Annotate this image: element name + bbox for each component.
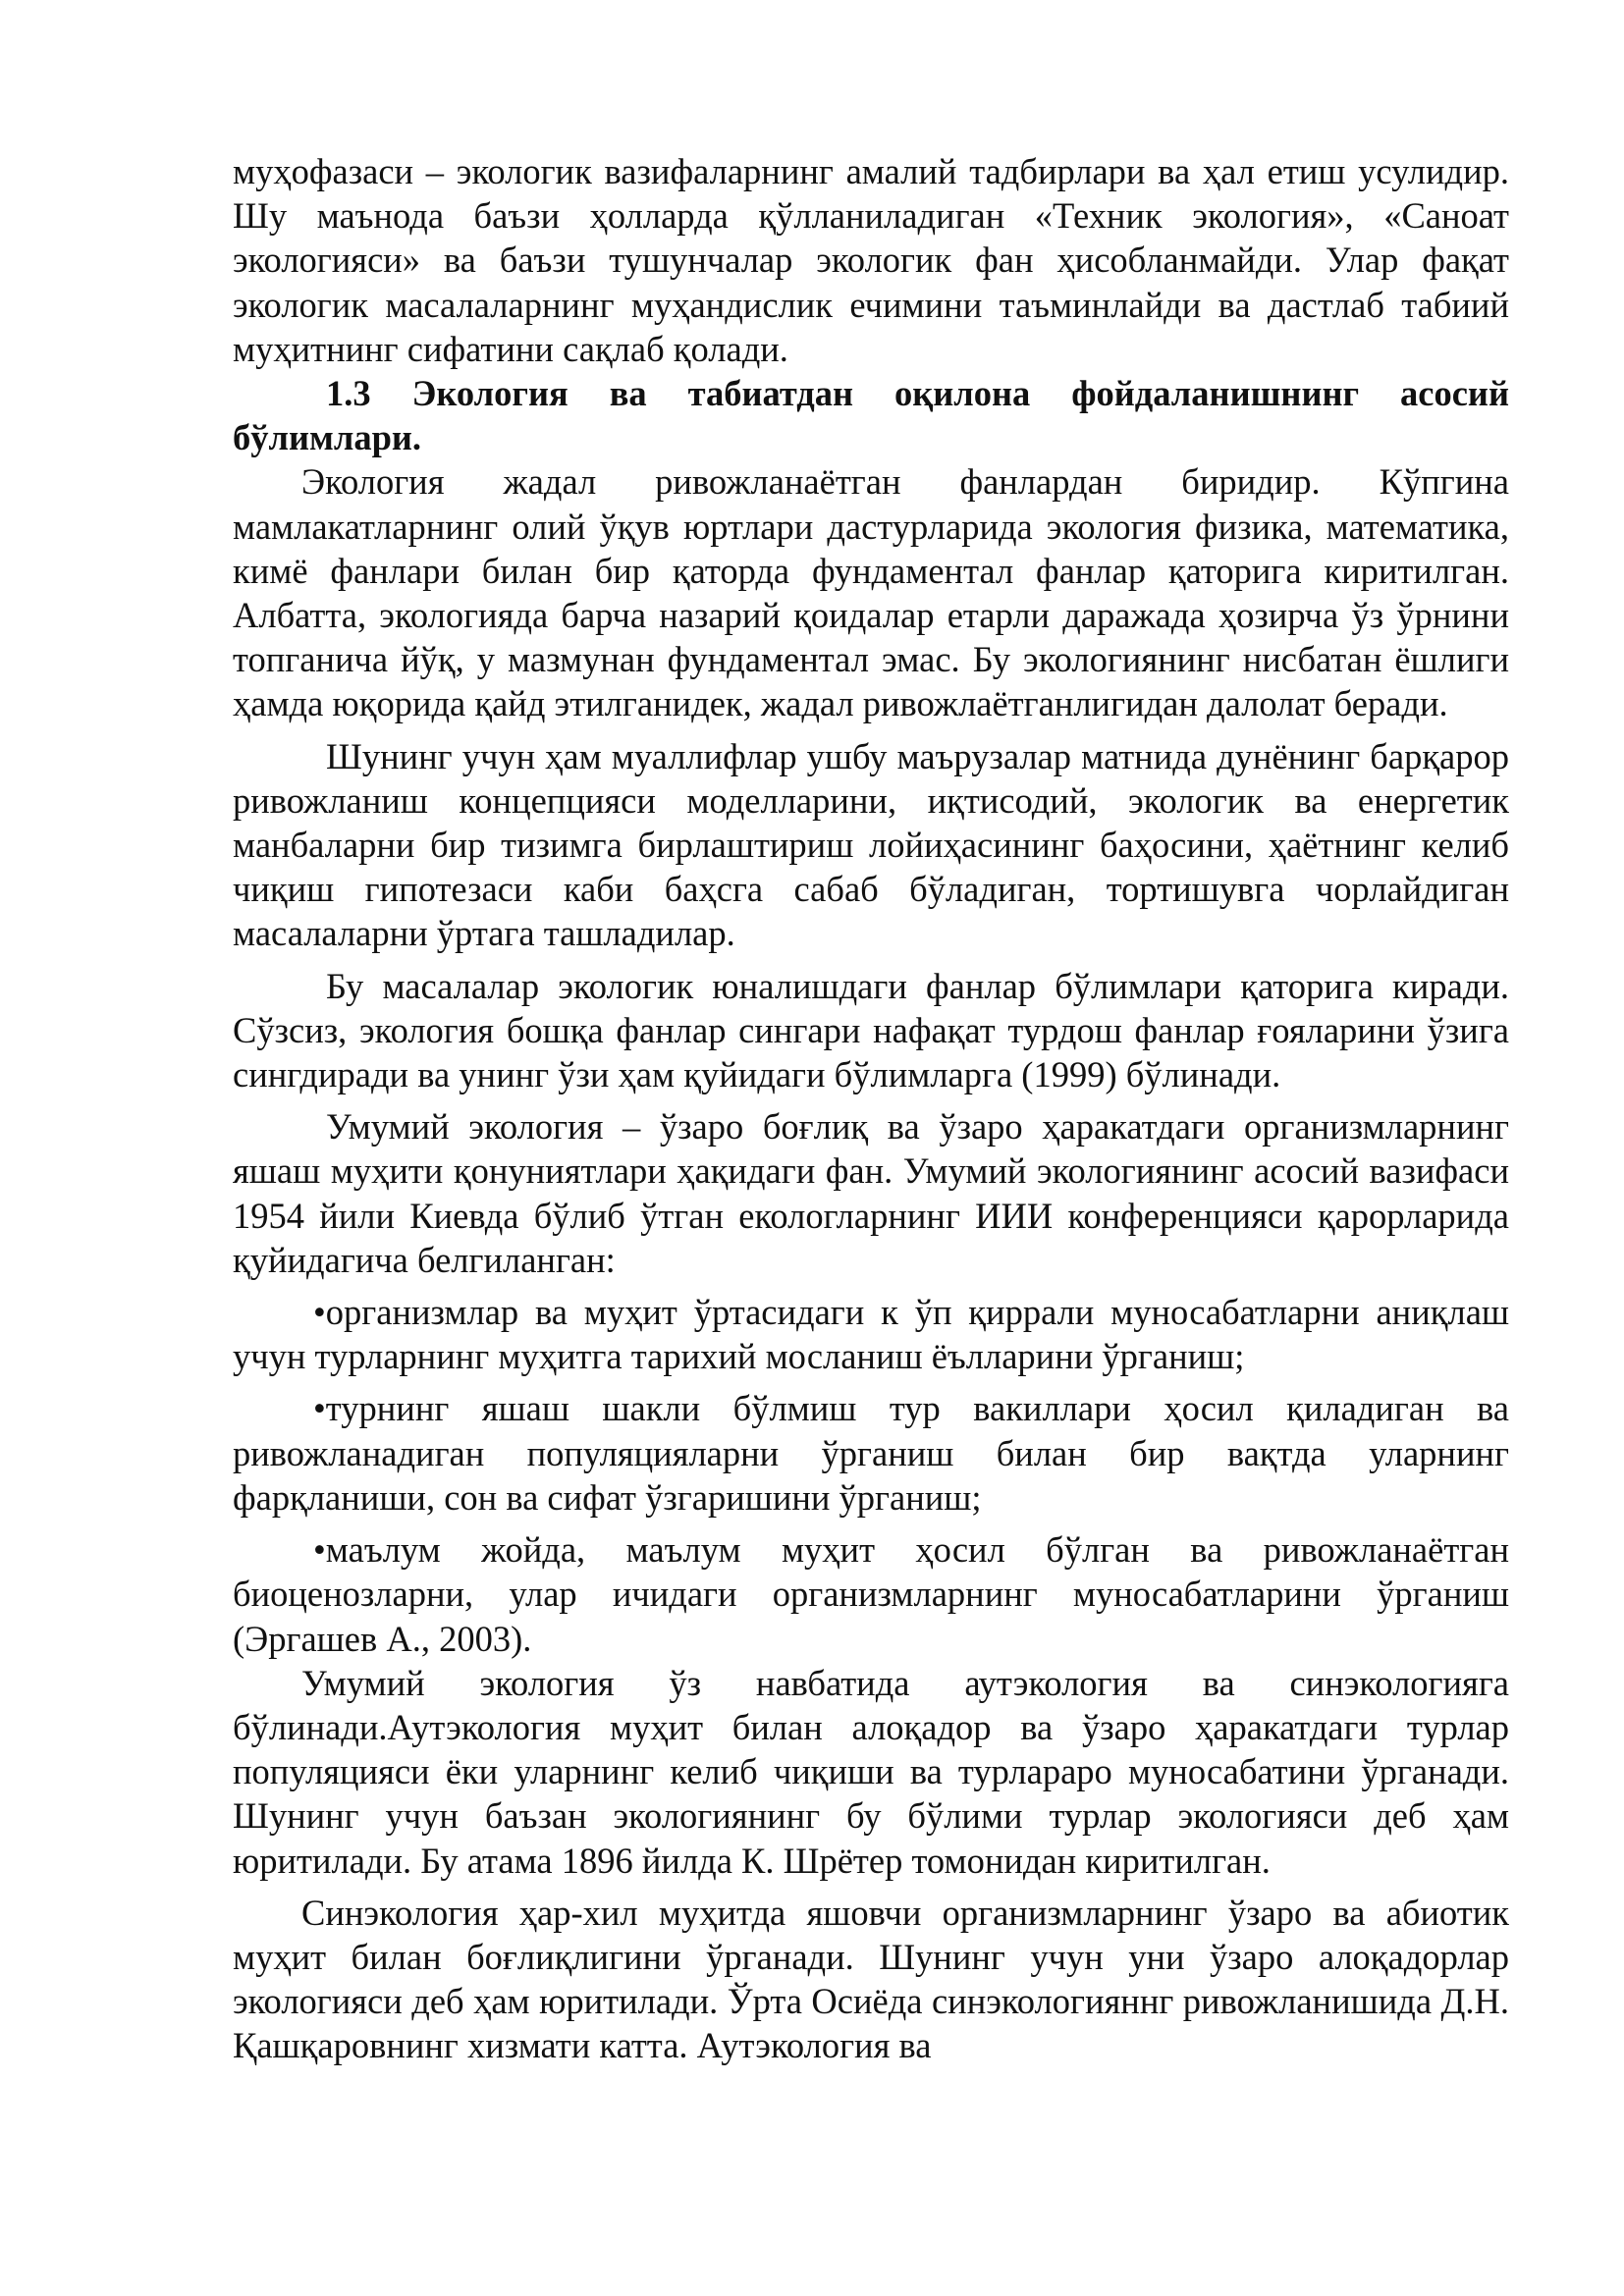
document-page [233, 149, 1509, 2068]
paragraph-ecology-development: Экология жадал ривожланаётган фанлардан биридир. Кўпгина мамлакатларнинг олий ўқув юртлари дастурларида экология физика, математика, кимё фанлари билан бир қаторда фундаментал фанлар қаторига киритилган. Албатта, экологияда барча назарий қоидалар етарли даражада ҳозирча ўз ўрнини топганича йўқ, у мазмунан фундаментал эмас. Бу экологиянинг нисбатан ёшлиги ҳамда юқорида қайд этилганидек, жадал ривожлаётганлигидан далолат беради. [233, 461, 1509, 724]
paragraph-sections: Бу масалалар экологик юналишдаги фанлар бўлимлари қаторига киради. Сўзсиз, экология бошқа фанлар сингари нафақат турдош фанлар ғояларини ўзига сингдиради ва унинг ўзи ҳам қуйидаги бўлимларга (1999) бўлинади. [233, 965, 1509, 1095]
bullet-item-2 [233, 1386, 1509, 1520]
bullet-text-3: маълум жойда, маълум муҳит ҳосил бўлган ва ривожланаётган биоценозларни, улар ичидаги организмларнинг муносабатларини ўрганиш (Эргашев А., 2003). [233, 1529, 1509, 1659]
bullet-item-1 [233, 1290, 1509, 1378]
paragraph-synecology: Синэкология ҳар-хил муҳитда яшовчи организмларнинг ўзаро ва абиотик муҳит билан боғлиқлигини ўрганади. Шунинг учун уни ўзаро алоқадорлар экологияси деб ҳам юритилади. Ўрта Осиёда синэкологияннг ривожланишида Д.Н. Қашқаровнинг хизмати катта. Аутэкология ва [233, 1892, 1509, 2066]
bullet-icon: • [313, 1388, 326, 1429]
paragraph-autecology: Умумий экология ўз навбатида аутэкология ва синэкологияга бўлинади.Аутэкология муҳит билан алоқадор ва ўзаро ҳаракатдаги турлар популяцияси ёки уларнинг келиб чиқиши ва турлараро муносабатини ўрганади. Шунинг учун баъзан экологиянинг бу бўлими турлар экологияси деб ҳам юритилади. Бу атама 1896 йилда К. Шрётер томонидан киритилган. [233, 1662, 1509, 1881]
bullet-text-1: организмлар ва муҳит ўртасидаги к ўп қиррали муносабатларни аниқлаш учун турларнинг муҳитга тарихий мосланиш ёълларини ўрганиш; [233, 1292, 1509, 1377]
section-heading: 1.3 Экология ва табиатдан оқилона фойдаланишнинг асосий бўлимлари. [233, 373, 1509, 458]
bullet-item-3 [233, 1527, 1509, 1661]
paragraph-general-ecology: Умумий экология – ўзаро боғлиқ ва ўзаро ҳаракатдаги организмларнинг яшаш муҳити қонуниятлари ҳақидаги фан. Умумий экологиянинг асосий вазифаси 1954 йили Киевда бўлиб ўтган екологларнинг ИИИ конференцияси қарорларида қуйидагича белгиланган: [233, 1106, 1509, 1280]
bullet-text-2: турнинг яшаш шакли бўлмиш тур вакиллари ҳосил қиладиган ва ривожланадиган популяцияларни ўрганиш билан бир вақтда уларнинг фарқланиши, сон ва сифат ўзгаришини ўрганиш; [233, 1388, 1509, 1518]
bullet-icon: • [313, 1529, 326, 1571]
paragraph-intro: муҳофазаси – экологик вазифаларнинг амалий тадбирлари ва ҳал етиш усулидир. Шу маънода баъзи ҳолларда қўлланиладиган «Техник экология», «Саноат экологияси» ва баъзи тушунчалар экологик фан ҳисобланмайди. Улар фақат экологик масалаларнинг муҳандислик ечимини таъминлайди ва дастлаб табиий муҳитнинг сифатини сақлаб қолади. [233, 151, 1509, 369]
bullet-icon: • [313, 1292, 326, 1333]
paragraph-authors: Шунинг учун ҳам муаллифлар ушбу маърузалар матнида дунёнинг барқарор ривожланиш концепцияси моделларини, иқтисодий, экологик ва енергетик манбаларни бир тизимга бирлаштириш лойиҳасининг баҳосини, ҳаётнинг келиб чиқиш гипотезаси каби баҳсга сабаб бўладиган, тортишувга чорлайдиган масалаларни ўртага ташладилар. [233, 735, 1509, 954]
